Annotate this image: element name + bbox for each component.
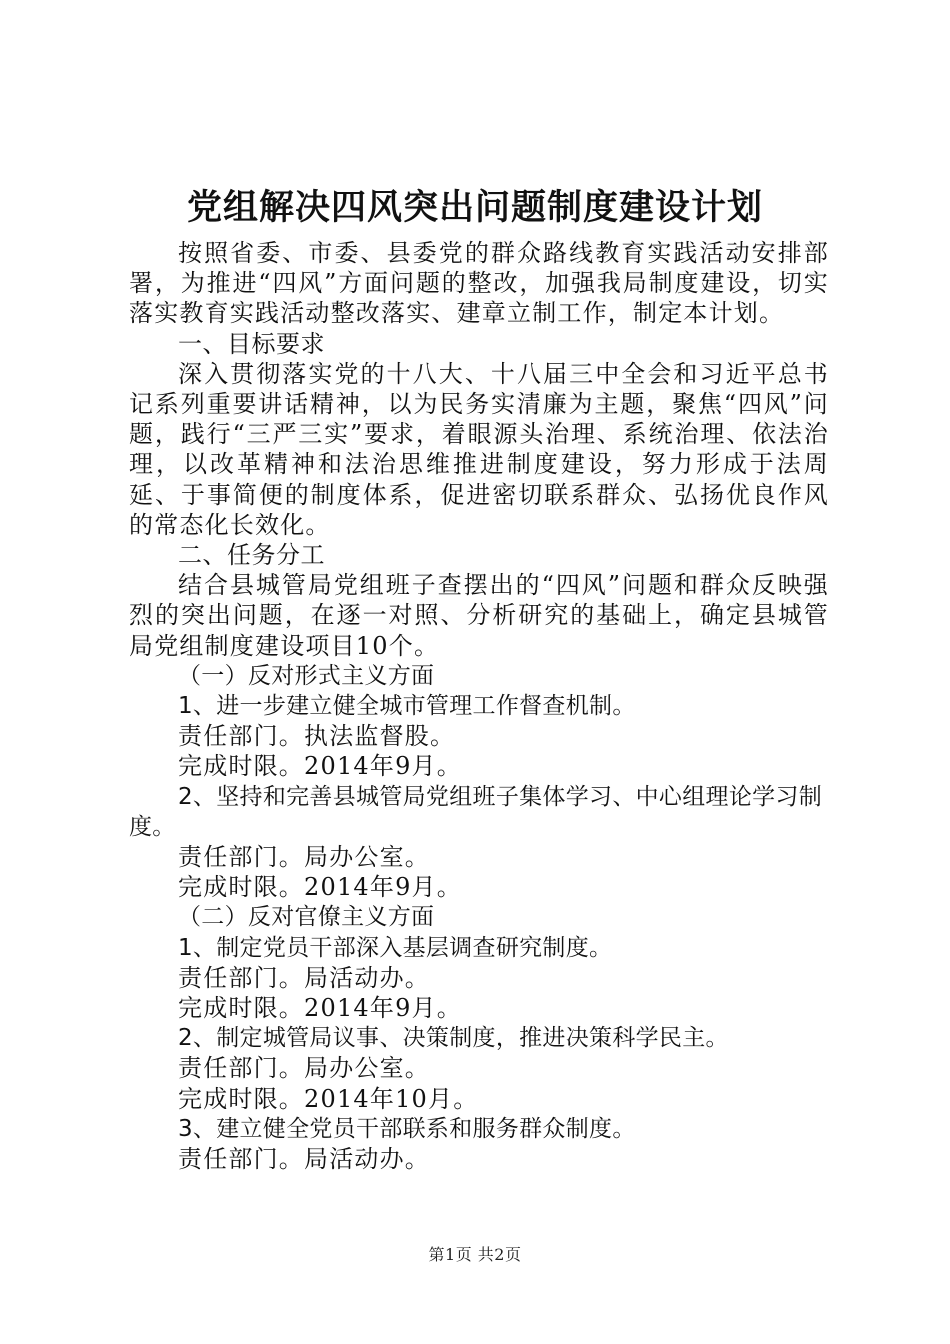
section-heading-goals: 一、目标要求 bbox=[178, 329, 325, 358]
task-item-deadline: 完成时限。2014年9月。 bbox=[178, 994, 462, 1023]
task-item-dept: 责任部门。局办公室。 bbox=[178, 843, 430, 872]
task-item-deadline: 完成时限。2014年9月。 bbox=[178, 752, 462, 781]
page-footer: 第1页 共2页 bbox=[428, 1245, 522, 1264]
task-item-dept: 责任部门。局活动办。 bbox=[178, 1145, 430, 1174]
document-title: 党组解决四风突出问题制度建设计划 bbox=[186, 188, 763, 228]
task-item-title: 3、建立健全党员干部联系和服务群众制度。 bbox=[178, 1115, 636, 1142]
task-item-dept: 责任部门。执法监督股。 bbox=[178, 722, 456, 751]
section-heading-tasks: 二、任务分工 bbox=[178, 541, 325, 570]
task-item-title: 2、制定城管局议事、决策制度，推进决策科学民主。 bbox=[178, 1025, 729, 1052]
task-item-title: 2、坚持和完善县城管局党组班子集体学习、中心组理论学习制度。 bbox=[129, 783, 823, 840]
task-item-dept: 责任部门。局活动办。 bbox=[178, 963, 430, 992]
tasks-paragraph: 结合县城管局党组班子查摆出的“四风”问题和群众反映强烈的突出问题，在逐一对照、分析研究的基础上，确定县城管局党组制度建设项目10个。 bbox=[129, 571, 829, 660]
task-item-dept: 责任部门。局办公室。 bbox=[178, 1054, 430, 1083]
task-item-title: 1、制定党员干部深入基层调查研究制度。 bbox=[178, 934, 613, 961]
task-item-deadline: 完成时限。2014年10月。 bbox=[178, 1084, 479, 1113]
subsection-heading-bureaucracy: （二）反对官僚主义方面 bbox=[178, 904, 435, 931]
task-item-deadline: 完成时限。2014年9月。 bbox=[178, 873, 462, 902]
subsection-heading-formalism: （一）反对形式主义方面 bbox=[178, 662, 435, 689]
document-body bbox=[129, 238, 829, 1174]
intro-paragraph: 按照省委、市委、县委党的群众路线教育实践活动安排部署，为推进“四风”方面问题的整改，加强我局制度建设，切实落实教育实践活动整改落实、建章立制工作，制定本计划。 bbox=[129, 239, 829, 328]
goals-paragraph: 深入贯彻落实党的十八大、十八届三中全会和习近平总书记系列重要讲话精神，以为民务实清廉为主题，聚焦“四风”问题，践行“三严三实”要求，着眼源头治理、系统治理、依法治理，以改革精神和法治思维推进制度建设，努力形成于法周延、于事简便的制度体系，促进密切联系群众、弘扬优良作风的常态化长效化。 bbox=[129, 359, 829, 539]
task-item-title: 1、进一步建立健全城市管理工作督查机制。 bbox=[178, 693, 636, 720]
